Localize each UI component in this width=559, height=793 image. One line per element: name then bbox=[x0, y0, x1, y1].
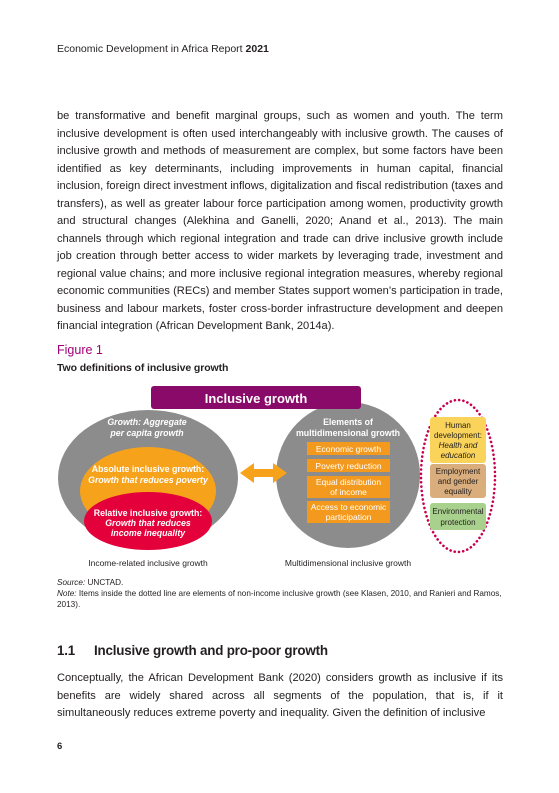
human-development-line3: Health and bbox=[438, 441, 478, 450]
figure-title: Two definitions of inclusive growth bbox=[57, 362, 229, 374]
income-related-caption: Income-related inclusive growth bbox=[88, 558, 208, 568]
employment-line2: and gender bbox=[437, 477, 479, 486]
elements-heading-line1: Elements of bbox=[323, 417, 373, 427]
human-development-line2: development: bbox=[433, 431, 483, 440]
environment-line2: protection bbox=[440, 518, 476, 527]
economic-growth-label: Economic growth bbox=[315, 444, 382, 454]
section-number: 1.1 bbox=[57, 643, 76, 658]
access-participation-label-line2: participation bbox=[325, 512, 372, 522]
source-label: Source: bbox=[57, 578, 86, 587]
relative-label-line1: Relative inclusive growth: bbox=[93, 508, 203, 518]
employment-line1: Employment bbox=[435, 467, 481, 476]
body-paragraph-1: be transformative and benefit marginal groups, such as women and youth. The term inclusive development is often used interchangeably with inclusive growth. The causes of inclusive growth and methods of measurement are complex, but some factors have been identified as key determinants, including improvements in human capital, financial inclusion, foreign direct investment inflows, digitalization and fiscal redistribution (taxes and transfers), as well as greater labour force participation among women, productivity growth and structural changes (Alekhina and Ganelli, 2020; Anand et al., 2013). The main channels through which regional integration and trade can drive inclusive growth include job creation through better access to wider markets by leveraging trade, investment and regional value chains; and more inclusive regional integration measures, whereby regional economic communities (RECs) and member States support women’s participation in trade, business and labour markets, foster cross-border infrastructure development and deepen financial integration (African Development Bank, 2014a). bbox=[57, 110, 503, 332]
employment-line3: equality bbox=[444, 487, 472, 496]
note-label: Note: bbox=[57, 588, 77, 598]
absolute-label-line1: Absolute inclusive growth: bbox=[91, 464, 205, 474]
human-development-line4: education bbox=[440, 451, 476, 460]
figure-label: Figure 1 bbox=[57, 343, 103, 357]
relative-label-line2: Growth that reduces bbox=[105, 518, 191, 528]
header-year: 2021 bbox=[245, 43, 269, 55]
human-development-line1: Human bbox=[445, 421, 471, 430]
multidimensional-caption: Multidimensional inclusive growth bbox=[284, 558, 412, 568]
growth-label-line1: Growth: Aggregate bbox=[107, 417, 187, 427]
inclusive-growth-diagram bbox=[57, 383, 503, 573]
running-header bbox=[57, 43, 269, 55]
source-text: UNCTAD. bbox=[87, 578, 124, 587]
banner-label: Inclusive growth bbox=[204, 391, 308, 406]
note-text: Items inside the dotted line are elements of non-income inclusive growth (see Klasen, 2010, and Ranieri and Ramos, 2013). bbox=[57, 588, 502, 609]
growth-label-line2: per capita growth bbox=[110, 428, 184, 438]
figure-source-note bbox=[57, 578, 503, 610]
poverty-reduction-label: Poverty reduction bbox=[315, 461, 382, 471]
environment-line1: Environmental bbox=[432, 507, 484, 516]
body-paragraph-2: Conceptually, the African Development Bank (2020) considers growth as inclusive if its benefits are widely shared across all segments of the population, that is, if it simultaneously reduces extreme poverty and inequality. Given the definition of inclusive bbox=[57, 672, 503, 719]
access-participation-label-line1: Access to economic bbox=[310, 502, 387, 512]
equal-distribution-label-line2: of income bbox=[330, 487, 367, 497]
elements-heading-line2: multidimensional growth bbox=[295, 428, 401, 438]
absolute-label-line2: Growth that reduces poverty bbox=[88, 475, 208, 485]
section-heading bbox=[57, 643, 328, 658]
equal-distribution-label-line1: Equal distribution bbox=[315, 477, 382, 487]
page-number: 6 bbox=[57, 741, 63, 752]
section-title: Inclusive growth and pro-poor growth bbox=[94, 643, 328, 658]
header-title: Economic Development in Africa Report bbox=[57, 43, 243, 55]
relative-label-line3: income inequality bbox=[110, 528, 186, 538]
